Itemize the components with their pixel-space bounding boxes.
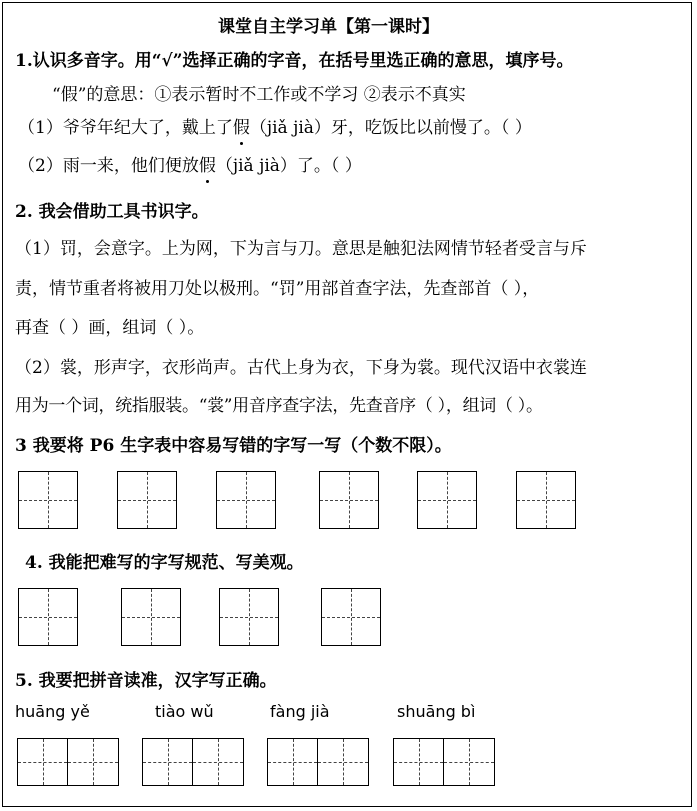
q1-heading: 1.认识多音字。用“√”选择正确的字音，在括号里选正确的意思，填序号。 bbox=[15, 51, 574, 71]
q1-item1-post: （jiǎ jià）牙，吃饭比以前慢了。（ ） bbox=[249, 118, 532, 138]
pinyin-writing-boxes bbox=[142, 738, 244, 786]
writing-box[interactable] bbox=[68, 738, 119, 786]
writing-box[interactable] bbox=[321, 588, 381, 646]
q1-item1-pre: （1）爷爷年纪大了，戴上了 bbox=[18, 118, 233, 138]
q4-heading: 4. 我能把难写的字写规范、写美观。 bbox=[25, 553, 304, 573]
writing-box[interactable] bbox=[516, 471, 576, 529]
q1-meaning: “假”的意思：①表示暂时不工作或不学习 ②表示不真实 bbox=[52, 85, 466, 105]
q2-p2-line2: 用为一个词，统指服装。“裳”用音序查字法，先查音序（ ），组词（ ）。 bbox=[15, 396, 543, 416]
writing-box[interactable] bbox=[267, 738, 318, 786]
q1-item2-char: 假 bbox=[198, 156, 216, 176]
pinyin-label: fàng jià bbox=[270, 702, 330, 721]
pinyin-writing-boxes bbox=[267, 738, 369, 786]
pinyin-label: huāng yě bbox=[15, 702, 90, 721]
writing-box[interactable] bbox=[393, 738, 444, 786]
pinyin-writing-boxes bbox=[393, 738, 495, 786]
q5-heading: 5. 我要把拼音读准，汉字写正确。 bbox=[15, 671, 277, 691]
writing-box[interactable] bbox=[216, 471, 276, 529]
writing-box[interactable] bbox=[318, 738, 369, 786]
q2-p1-line2: 责，情节重者将被用刀处以极刑。“罚”用部首查字法，先查部首（ ）， bbox=[15, 279, 540, 299]
q2-heading: 2. 我会借助工具书识字。 bbox=[15, 202, 209, 222]
q2-p1-line1: （1）罚，会意字。上为网，下为言与刀。意思是触犯法网情节轻者受言与斥 bbox=[15, 239, 587, 259]
q1-item2 bbox=[18, 155, 362, 177]
q2-p2-line1: （2）裳，形声字，衣形尚声。古代上身为衣，下身为裳。现代汉语中衣裳连 bbox=[15, 358, 587, 378]
writing-box[interactable] bbox=[121, 588, 181, 646]
writing-box[interactable] bbox=[193, 738, 244, 786]
writing-box[interactable] bbox=[142, 738, 193, 786]
q3-heading: 3 我要将 P6 生字表中容易写错的字写一写（个数不限）。 bbox=[15, 436, 452, 456]
writing-box[interactable] bbox=[117, 471, 177, 529]
q2-p1-line3: 再查（ ）画，组词（ ）。 bbox=[15, 318, 205, 338]
pinyin-label: tiào wǔ bbox=[155, 702, 214, 721]
writing-box[interactable] bbox=[219, 588, 279, 646]
writing-box[interactable] bbox=[319, 471, 379, 529]
q1-item1 bbox=[18, 117, 532, 139]
q1-item2-post: （jiǎ jià）了。（ ） bbox=[215, 156, 362, 176]
writing-box[interactable] bbox=[18, 471, 78, 529]
writing-box[interactable] bbox=[17, 738, 68, 786]
q1-item1-char: 假 bbox=[232, 118, 250, 138]
writing-box[interactable] bbox=[417, 471, 477, 529]
q1-item2-pre: （2）雨一来，他们便放 bbox=[18, 156, 199, 176]
writing-box[interactable] bbox=[444, 738, 495, 786]
pinyin-writing-boxes bbox=[17, 738, 119, 786]
writing-box[interactable] bbox=[18, 588, 78, 646]
page-title: 课堂自主学习单【第一课时】 bbox=[218, 17, 439, 37]
pinyin-label: shuāng bì bbox=[397, 702, 476, 721]
